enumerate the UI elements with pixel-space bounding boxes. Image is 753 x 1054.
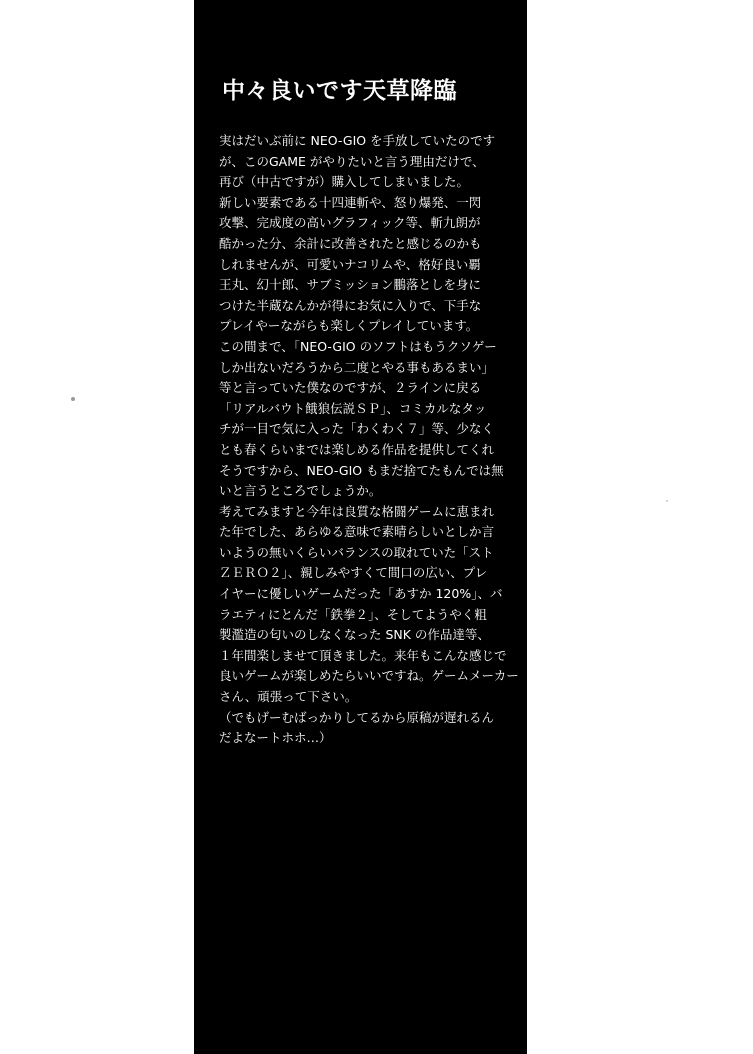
body-line: この間まで、「NEO-GIO のソフトはもうクソゲー	[219, 338, 497, 354]
body-line: 「リアルバウト餓狼伝説ＳＰ」、コミカルなタッ	[219, 400, 487, 416]
body-line: ＺＥＲＯ２」、親しみやすくて間口の広い、プレ	[219, 565, 488, 581]
body-line: が、このGAME がやりたいと言う理由だけで、	[219, 153, 485, 169]
body-line: そうですから、NEO-GIO もまだ捨てたもんでは無	[219, 462, 504, 478]
body-line: しれませんが、可愛いナコリムや、格好良い覇	[219, 256, 481, 272]
body-line: 酷かった分、余計に改善されたと感じるのかも	[219, 235, 482, 251]
body-line: とも春くらいまでは楽しめる作品を提供してくれ	[219, 441, 495, 457]
paper-speck	[71, 397, 75, 401]
body-line: 等と言っていた僕なのですが、２ラインに戻る	[219, 380, 482, 396]
article-body	[219, 131, 524, 749]
body-line: チが一目で気に入った「わくわく７」等、少なく	[219, 421, 495, 437]
body-line: 製濫造の匂いのしなくなった SNK の作品達等、	[219, 627, 490, 643]
body-line: 新しい要素である十四連斬や、怒り爆発、一閃	[219, 194, 482, 210]
body-line: つけた半蔵なんかが得にお気に入りで、下手な	[219, 297, 482, 313]
body-line: （でもげーむばっかりしてるから原稿が遅れるん	[219, 709, 495, 725]
body-line: ラエティにとんだ「鉄拳２」、そしてようやく粗	[219, 606, 487, 622]
body-line: イヤーに優しいゲームだった「あすか 120%」、バ	[219, 586, 503, 602]
body-line: いと言うところでしょうか。	[219, 483, 382, 499]
body-line: 王丸、幻十郎、サブミッション鵬落としを身に	[219, 277, 482, 293]
body-line: １年間楽しませて頂きました。来年もこんな感じで	[219, 647, 507, 663]
body-line: いようの無いくらいバランスの取れていた「スト	[219, 544, 494, 560]
body-line: プレイやーながらも楽しくプレイしています。	[219, 318, 479, 334]
body-line: さん、頑張って下さい。	[219, 689, 358, 705]
article-title: 中々良いです天草降臨	[222, 78, 457, 104]
body-line: しか出ないだろうから二度とやる事もあるまい」	[219, 359, 495, 375]
body-line: だよなートホホ…）	[219, 730, 332, 746]
body-line: 攻撃、完成度の高いグラフィック等、斬九朗が	[219, 215, 481, 231]
paper-speck	[666, 500, 668, 502]
body-line: 再び（中古ですが）購入してしまいました。	[219, 174, 470, 190]
body-line: 考えてみますと今年は良質な格闘ゲームに恵まれ	[219, 503, 495, 519]
body-line: 良いゲームが楽しめたらいいですね。ゲームメーカー	[219, 668, 519, 684]
body-line: た年でした、あらゆる意味で素晴らしいとしか言	[219, 524, 495, 540]
body-line: 実はだいぶ前に NEO-GIO を手放していたのです	[219, 133, 496, 148]
